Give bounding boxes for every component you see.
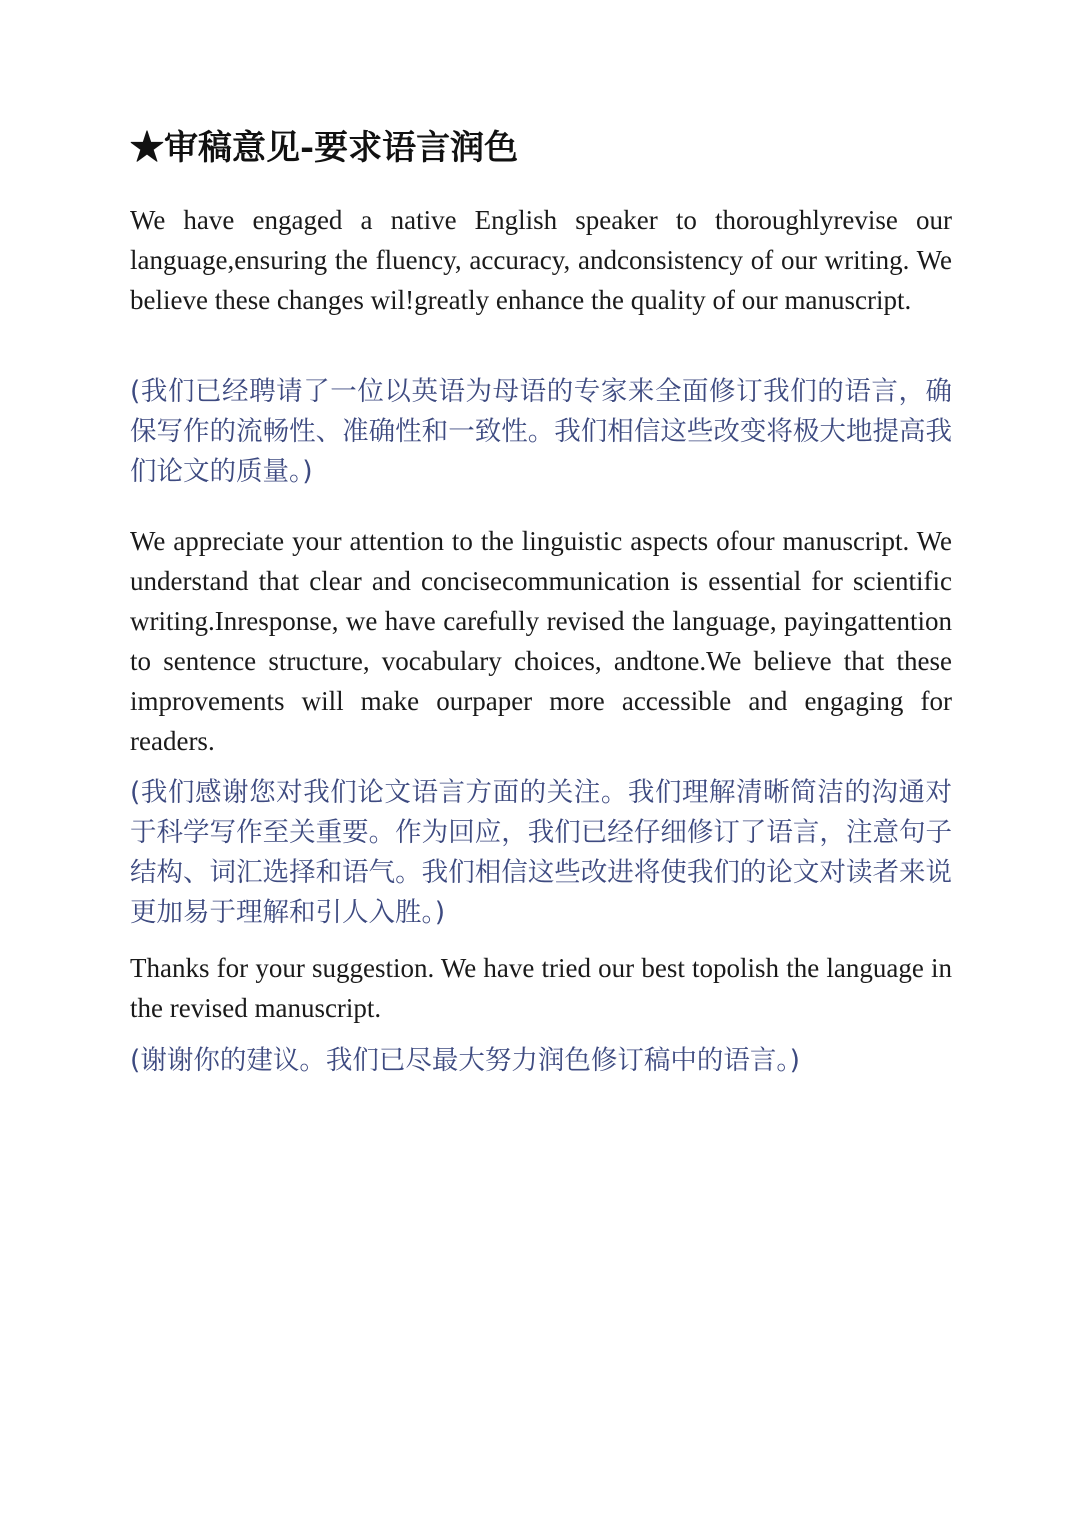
response-chinese-2: (我们感谢您对我们论文语言方面的关注。我们理解清晰简洁的沟通对于科学写作至关重要。作为回应，我们已经仔细修订了语言，注意句子结构、词汇选择和语气。我们相信这些改进将使我们的论文对读者来说更加易于理解和引人入胜。) xyxy=(130,777,952,928)
response-english-2: We appreciate your attention to the linguistic aspects ofour manuscript. We understand that clear and concisecommunication is essential for scientific writing.Inresponse, we have carefully revised the language, payingattention to sentence structure, vocabulary choices, andtone.We believe that these improvements will make ourpaper more accessible and engaging for readers. xyxy=(130,526,952,756)
response-chinese-3: (谢谢你的建议。我们已尽最大努力润色修订稿中的语言。) xyxy=(130,1045,800,1076)
response-chinese-1: (我们已经聘请了一位以英语为母语的专家来全面修订我们的语言，确保写作的流畅性、准确性和一致性。我们相信这些改变将极大地提高我们论文的质量。) xyxy=(130,376,952,487)
response-english-3: Thanks for your suggestion. We have tried our best topolish the language in the revised manuscript. xyxy=(130,953,952,1023)
page-title: ★审稿意见-要求语言润色 xyxy=(130,128,519,168)
response-english-1: We have engaged a native English speaker to thoroughlyrevise our language,ensuring the fluency, accuracy, andconsistency of our writing. We believe these changes wil!greatly enhance the quality of our manuscript. xyxy=(130,205,952,315)
